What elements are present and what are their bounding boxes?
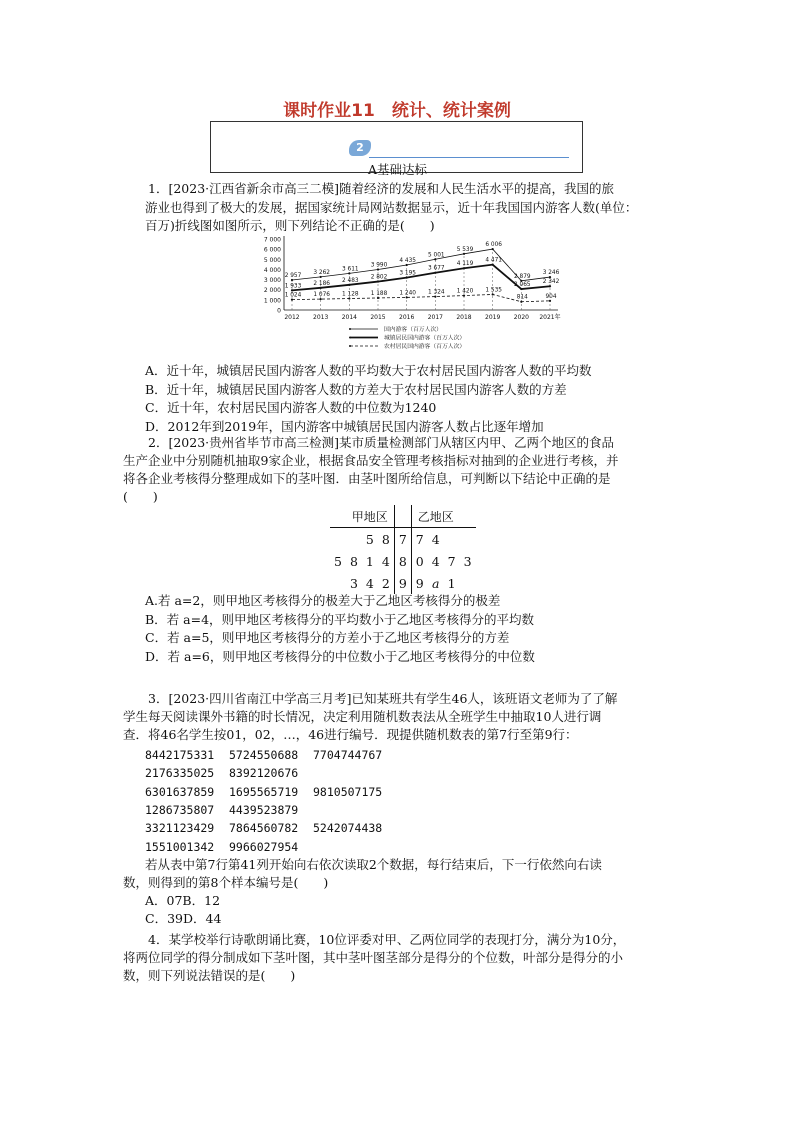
data-label: 904 bbox=[545, 293, 557, 300]
section-label: A基础达标 bbox=[367, 162, 428, 177]
right-header: 乙地区 bbox=[411, 505, 475, 528]
q3-after-line2: 数，则得到的第8个样本编号是( ) bbox=[123, 875, 329, 890]
q1-stem-line2: 游业也得到了极大的发展，据国家统计局网站数据显示，近十年我国国内游客人数(单位： bbox=[145, 200, 638, 215]
random-number-group: 7864560782 bbox=[229, 821, 299, 836]
data-label: 3 677 bbox=[428, 265, 445, 272]
q3-stem-line3: 查．将46名学生按01，02，…，46进行编号．现提供随机数表的第7行至第9行： bbox=[123, 727, 578, 742]
random-number-group: 3321123429 bbox=[145, 821, 215, 836]
random-number-group: 7704744767 bbox=[313, 748, 383, 762]
right-leaf: 7 bbox=[447, 553, 456, 569]
data-label: 2 957 bbox=[284, 273, 302, 280]
q2-option-a: A.若 a=2，则甲地区考核得分的极差大于乙地区考核得分的极差 bbox=[145, 593, 501, 608]
banner-divider bbox=[369, 157, 569, 158]
random-number-group: 4439523879 bbox=[229, 802, 299, 817]
right-leaf: 9 bbox=[415, 575, 424, 591]
right-leaf bbox=[444, 528, 460, 551]
data-label: 3 246 bbox=[542, 270, 560, 277]
q3-stem-line2: 学生每天阅读课外书籍的时长情况，决定利用随机数表法从全班学生中抽取10人进行调 bbox=[123, 709, 602, 724]
data-point bbox=[520, 301, 522, 303]
random-number-group: 1551001342 bbox=[145, 839, 215, 854]
y-tick-label: 0 bbox=[277, 307, 281, 315]
data-point bbox=[520, 288, 522, 290]
data-label: 5 001 bbox=[428, 252, 445, 259]
data-label: 2 065 bbox=[514, 282, 531, 289]
left-leaf: 8 bbox=[349, 553, 358, 569]
data-label: 1 128 bbox=[342, 291, 359, 298]
stem-value: 7 bbox=[394, 528, 411, 551]
data-label: 2 879 bbox=[514, 273, 531, 280]
data-label: 3 611 bbox=[342, 266, 359, 273]
data-label: 2 342 bbox=[542, 279, 560, 286]
q1-option-b: B．近十年，城镇居民国内游客人数的方差大于农村居民国内游客人数的方差 bbox=[145, 381, 567, 397]
data-label: 5 539 bbox=[456, 246, 474, 253]
y-tick-label: 3 000 bbox=[263, 277, 281, 285]
data-point bbox=[549, 285, 551, 287]
data-label: 1 024 bbox=[284, 292, 302, 299]
data-point bbox=[320, 298, 322, 300]
data-label: 1 240 bbox=[399, 290, 416, 297]
q4-stem-line2: 将两位同学的得分制成如下茎叶图，其中茎叶图茎部分是得分的个位数，叶部分是得分的小 bbox=[123, 950, 624, 965]
data-point bbox=[406, 264, 408, 266]
data-point bbox=[406, 296, 408, 298]
random-number-group: 9966027954 bbox=[229, 839, 299, 854]
data-label: 1 188 bbox=[370, 290, 388, 297]
data-point bbox=[549, 300, 551, 302]
right-leaf: 7 bbox=[415, 531, 424, 547]
left-header: 甲地区 bbox=[330, 505, 394, 528]
tourist-line-chart bbox=[250, 232, 580, 362]
y-tick-label: 2 000 bbox=[263, 287, 281, 295]
data-label: 3 262 bbox=[313, 269, 330, 276]
stem-leaf-table bbox=[330, 505, 476, 594]
left-leaf: 5 bbox=[334, 553, 342, 569]
y-tick-label: 7 000 bbox=[263, 236, 281, 244]
right-leaf: 4 bbox=[431, 553, 440, 569]
page-title: 课时作业11 统计、统计案例 bbox=[283, 101, 511, 121]
data-point bbox=[377, 280, 379, 282]
data-point bbox=[492, 248, 494, 250]
data-label: 1 933 bbox=[284, 283, 302, 290]
q3-option-ab: A．07B．12 bbox=[145, 893, 221, 908]
data-point bbox=[320, 276, 322, 278]
q1-stem-line3: 百万)折线图如图所示，则下列结论不正确的是( ) bbox=[145, 218, 435, 233]
data-label: 2 802 bbox=[370, 274, 388, 281]
data-label: 1 420 bbox=[456, 288, 474, 295]
data-point bbox=[463, 267, 465, 269]
left-leaf bbox=[330, 528, 346, 551]
data-point bbox=[463, 253, 465, 255]
left-leaf: 3 bbox=[349, 575, 358, 591]
q3-stem-line1: 3．[2023·四川省南江中学高三月考]已知某班共有学生46人，该班语文老师为了了解 bbox=[148, 691, 618, 706]
q2-stem-line1: 2．[2023·贵州省毕节市高三检测]某市质量检测部门从辖区内甲、乙两个地区的食品 bbox=[148, 435, 614, 450]
y-tick-label: 5 000 bbox=[263, 256, 281, 264]
data-point bbox=[434, 272, 436, 274]
q4-stem-line3: 数，则下列说法错误的是( ) bbox=[123, 968, 296, 983]
x-tick-label: 2012 bbox=[284, 314, 300, 321]
stem-row-9 bbox=[330, 572, 476, 594]
left-leaf: 2 bbox=[381, 575, 390, 591]
y-axis bbox=[264, 236, 284, 315]
left-leaf: 5 bbox=[365, 531, 374, 547]
chart-legend bbox=[349, 325, 465, 350]
right-leaf: 1 bbox=[447, 575, 456, 591]
left-leaf bbox=[346, 528, 362, 551]
data-point bbox=[348, 297, 350, 299]
random-number-group: 1286735807 bbox=[145, 802, 215, 817]
series-0 bbox=[285, 242, 560, 282]
data-label: 3 990 bbox=[370, 262, 388, 269]
x-tick-label: 2013 bbox=[313, 314, 329, 321]
section-banner bbox=[210, 121, 583, 177]
random-number-group: 9810507175 bbox=[313, 784, 383, 799]
data-label: 4 471 bbox=[485, 257, 502, 264]
data-label: 1 535 bbox=[485, 287, 502, 294]
q2-stem-line2: 生产企业中分别随机抽取9家企业，根据食品安全管理考核指标对抽到的企业进行考核，并 bbox=[123, 453, 619, 468]
data-point bbox=[434, 295, 436, 297]
data-label: 4 435 bbox=[399, 258, 416, 265]
x-tick-label: 2015 bbox=[370, 314, 386, 321]
q2-option-c: C．若 a=5，则甲地区考核得分的方差小于乙地区考核得分的方差 bbox=[145, 630, 510, 645]
right-leaf: 4 bbox=[431, 531, 440, 547]
data-point bbox=[492, 264, 494, 266]
data-label: 3 195 bbox=[399, 270, 416, 277]
data-point bbox=[291, 299, 293, 301]
data-point bbox=[377, 268, 379, 270]
legend-label: 国内游客（百万人次） bbox=[384, 327, 442, 333]
q1-option-a: A．近十年，城镇居民国内游客人数的平均数大于农村居民国内游客人数的平均数 bbox=[145, 363, 592, 378]
x-tick-label: 2020 bbox=[513, 314, 529, 321]
left-leaf: 1 bbox=[365, 553, 374, 569]
chart-series bbox=[285, 242, 560, 303]
random-number-group: 6301637859 bbox=[145, 784, 215, 799]
data-point bbox=[291, 279, 293, 281]
legend-marker bbox=[349, 345, 351, 347]
left-leaf bbox=[330, 572, 346, 594]
q2-option-d: D．若 a=6，则甲地区考核得分的中位数小于乙地区考核得分的中位数 bbox=[145, 648, 535, 664]
data-point bbox=[492, 293, 494, 295]
data-label: 2 483 bbox=[342, 277, 359, 284]
stem-row-7 bbox=[330, 528, 476, 551]
data-label: 814 bbox=[516, 294, 528, 301]
data-label: 1 076 bbox=[313, 292, 330, 299]
random-number-group: 1695565719 bbox=[229, 784, 299, 799]
data-label: 6 006 bbox=[485, 242, 502, 249]
right-leaf: 0 bbox=[415, 553, 424, 569]
left-leaf: 4 bbox=[365, 575, 374, 591]
stem-row-8 bbox=[330, 550, 476, 572]
data-label: 2 186 bbox=[313, 280, 330, 287]
x-tick-label: 2014 bbox=[341, 314, 357, 321]
stem-value: 9 bbox=[394, 572, 411, 594]
data-point bbox=[291, 289, 293, 291]
q2-stem-line3: 将各企业考核得分整理成如下的茎叶图．由茎叶图所给信息，可判断以下结论中正确的是 bbox=[123, 471, 611, 486]
data-point bbox=[434, 258, 436, 260]
q1-option-d: D．2012年到2019年，国内游客中城镇居民国内游客人数占比逐年增加 bbox=[145, 418, 544, 434]
q1-option-c: C．近十年，农村居民国内游客人数的中位数为1240 bbox=[145, 400, 437, 415]
series-2 bbox=[285, 287, 557, 302]
right-leaf: a bbox=[431, 575, 440, 591]
q4-stem-line1: 4．某学校举行诗歌朗诵比赛，10位评委对甲、乙两位同学的表现打分，满分为10分， bbox=[148, 932, 626, 947]
stem-value: 8 bbox=[394, 550, 411, 572]
data-point bbox=[406, 276, 408, 278]
data-label: 1 324 bbox=[428, 289, 445, 296]
x-tick-label: 2018 bbox=[456, 314, 472, 321]
q1-stem-line1: 1．[2023·江西省新余市高三二模]随着经济的发展和人民生活水平的提高，我国的旅 bbox=[148, 181, 614, 196]
legend-label: 农村居民国内游客（百万人次） bbox=[384, 344, 466, 350]
legend-marker bbox=[349, 337, 351, 339]
data-point bbox=[348, 272, 350, 274]
data-point bbox=[463, 294, 465, 296]
right-leaf bbox=[460, 572, 476, 594]
right-leaf: 3 bbox=[463, 553, 472, 569]
data-point bbox=[549, 276, 551, 278]
stem-leaf-body bbox=[330, 528, 476, 595]
data-point bbox=[348, 284, 350, 286]
section-badge-icon: 2 bbox=[349, 140, 371, 156]
left-leaf: 8 bbox=[381, 531, 390, 547]
legend-marker bbox=[349, 328, 351, 330]
x-tick-label: 2016 bbox=[399, 314, 415, 321]
legend-label: 城镇居民国内游客（百万人次） bbox=[384, 335, 466, 342]
x-tick-label: 2017 bbox=[427, 314, 443, 321]
random-number-group: 2176335025 bbox=[145, 766, 215, 781]
y-tick-label: 6 000 bbox=[263, 246, 281, 254]
q2-stem-line4: ( ) bbox=[123, 489, 158, 504]
random-number-group: 5242074438 bbox=[313, 821, 383, 836]
q2-option-b: B．若 a=4，则甲地区考核得分的平均数小于乙地区考核得分的平均数 bbox=[145, 611, 535, 627]
random-number-group: 8442175331 bbox=[145, 748, 215, 762]
x-tick-label: 2021年 bbox=[539, 314, 561, 321]
data-point bbox=[320, 287, 322, 289]
random-number-group: 8392120676 bbox=[229, 766, 299, 781]
x-tick-label: 2019 bbox=[485, 314, 501, 321]
y-tick-label: 1 000 bbox=[263, 297, 281, 305]
data-label: 4 119 bbox=[456, 261, 474, 268]
data-point bbox=[377, 297, 379, 299]
right-leaf bbox=[460, 528, 476, 551]
stem-header bbox=[394, 505, 411, 528]
left-leaf: 4 bbox=[381, 553, 390, 569]
y-tick-label: 4 000 bbox=[263, 266, 281, 274]
q3-after-line1: 若从表中第7行第41列开始向右依次读取2个数据，每行结束后，下一行依然向右读 bbox=[145, 857, 602, 872]
random-number-group: 5724550688 bbox=[229, 748, 299, 762]
q3-option-cd: C．39D．44 bbox=[145, 911, 222, 926]
